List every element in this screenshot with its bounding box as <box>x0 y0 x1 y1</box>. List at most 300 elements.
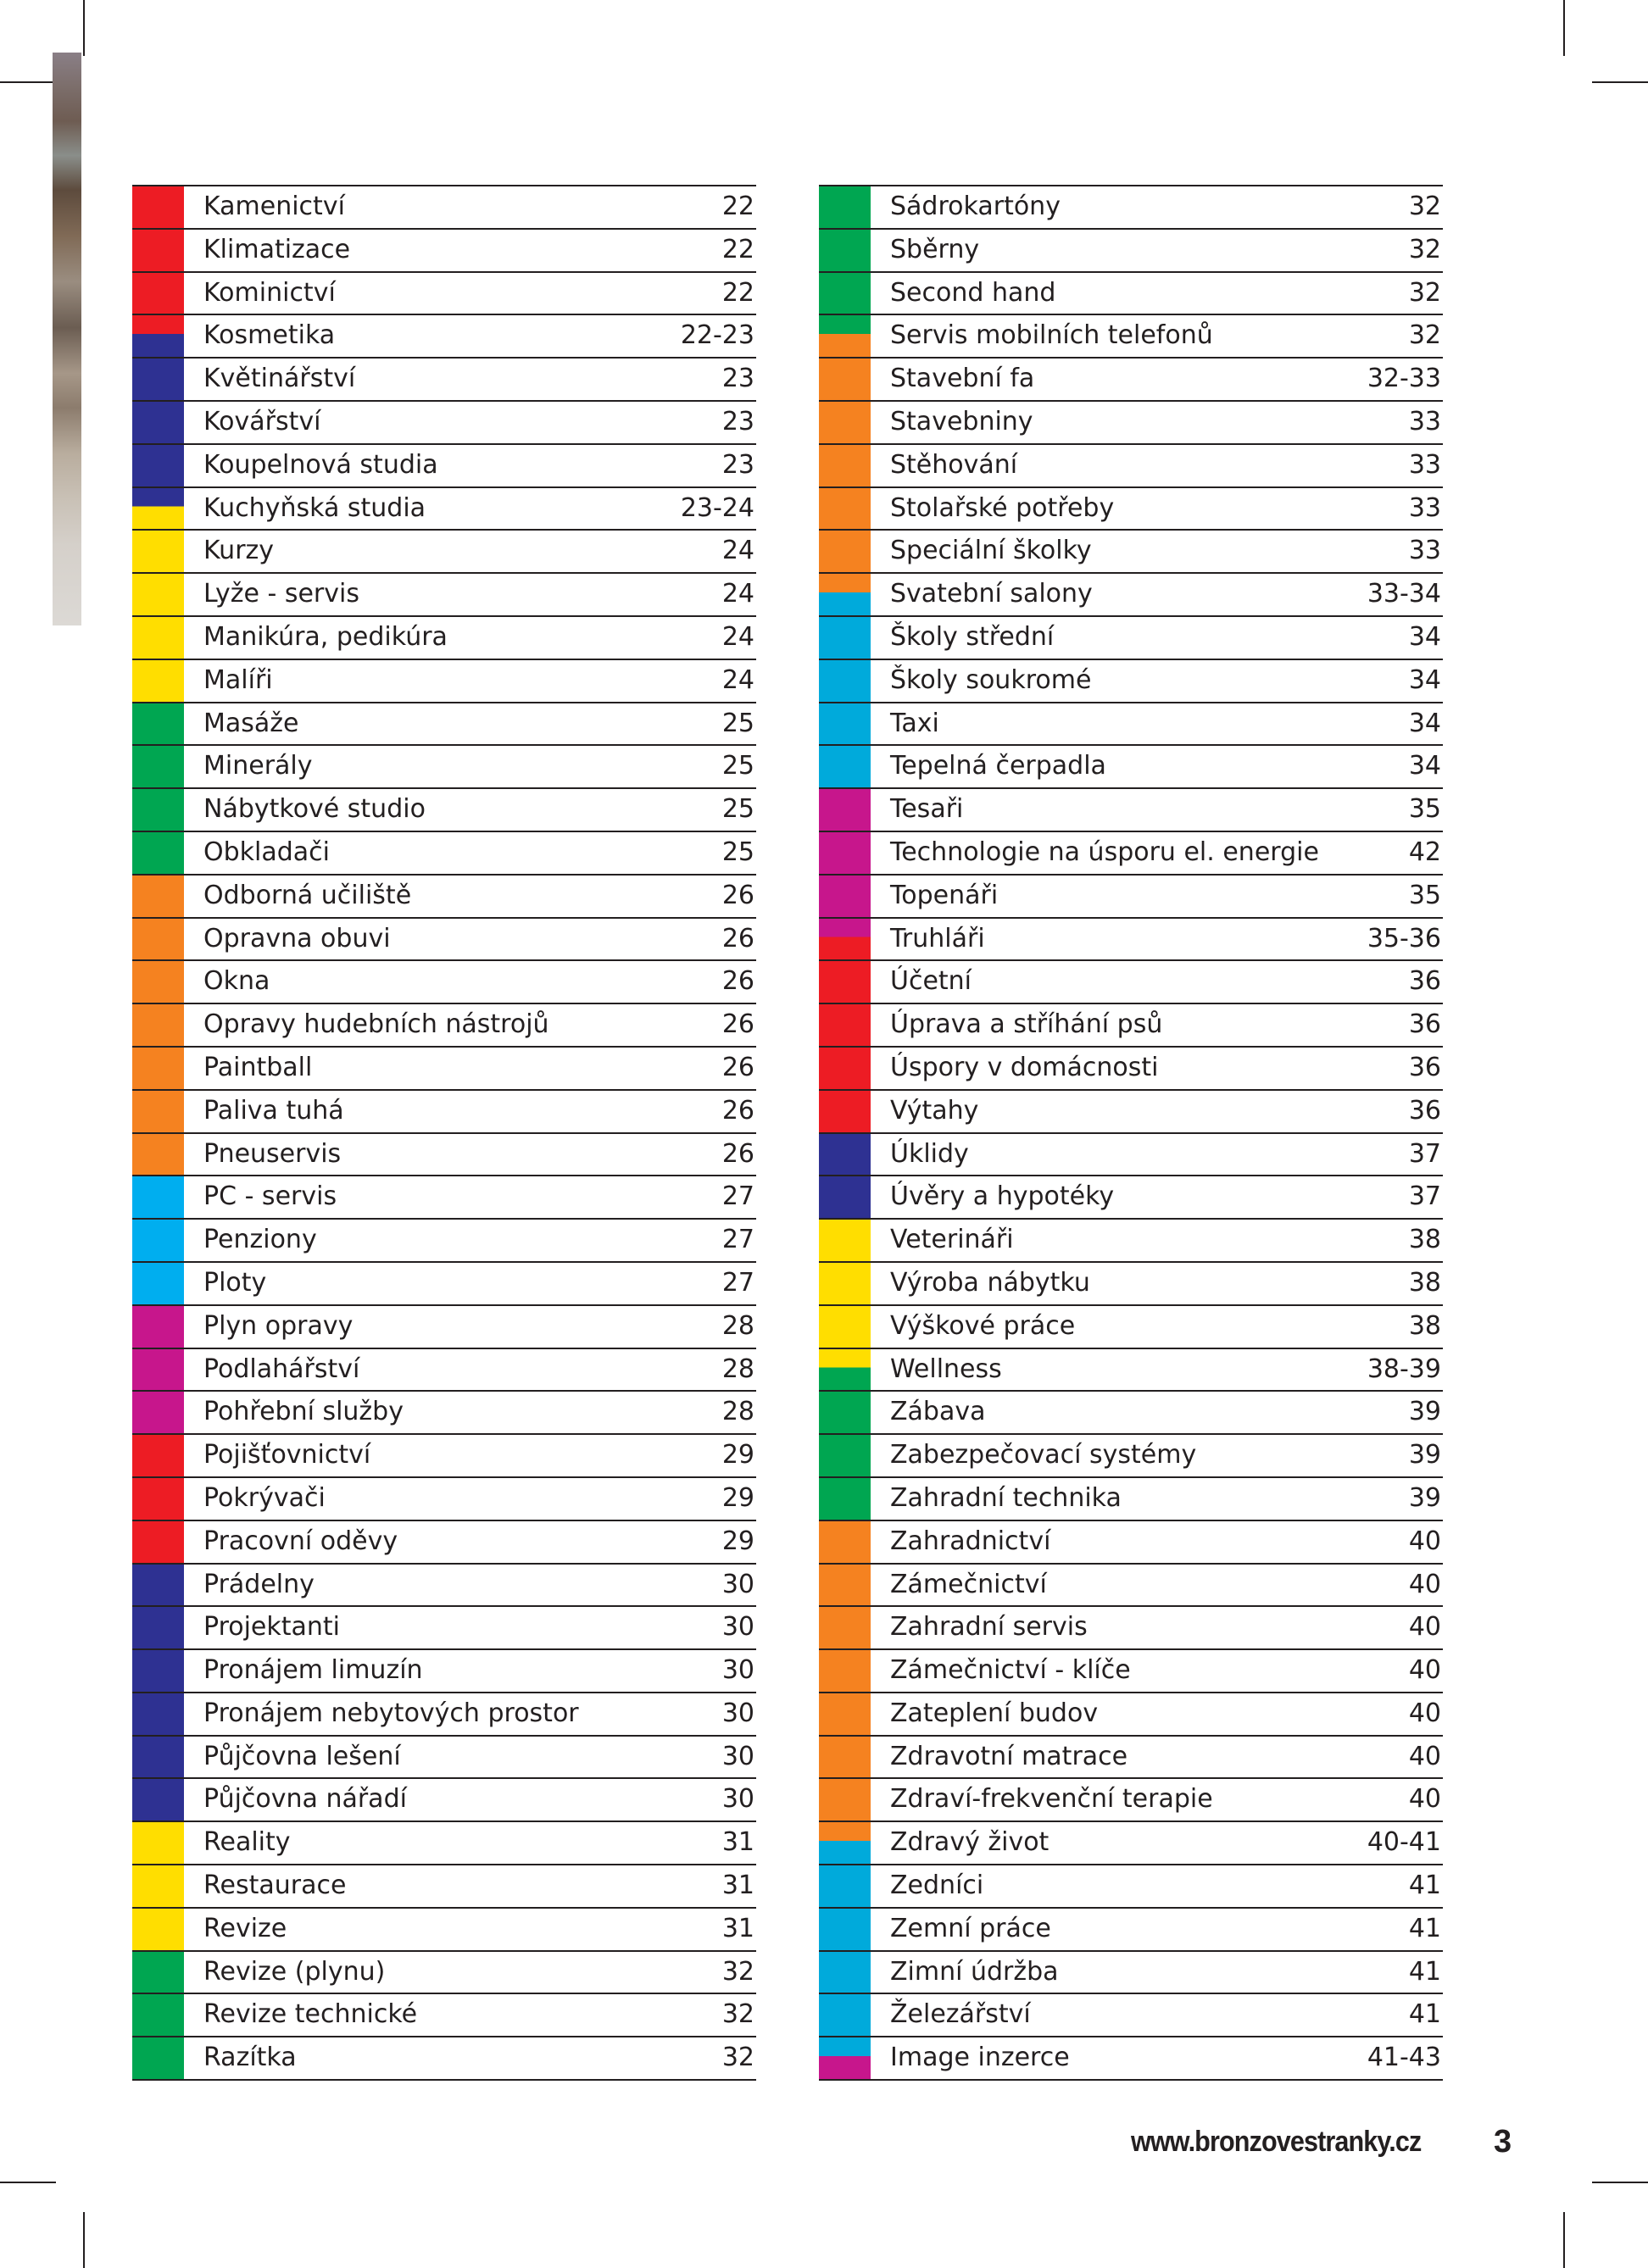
row-divider <box>819 1476 1443 1478</box>
row-divider <box>819 1261 1443 1263</box>
row-divider <box>132 400 756 402</box>
entry-page-number: 36 <box>1408 1095 1441 1126</box>
row-divider <box>132 529 756 531</box>
entry-page-number: 39 <box>1408 1397 1441 1427</box>
row-divider <box>132 1950 756 1952</box>
row-divider <box>819 1563 1443 1565</box>
index-row <box>819 1692 1443 1735</box>
entry-label: Kovářství <box>203 406 321 436</box>
entry-label: Pokrývači <box>203 1482 326 1513</box>
entry-label: Výškové práce <box>890 1310 1076 1341</box>
category-color-swatch <box>132 1565 184 1606</box>
category-color-swatch <box>132 1176 184 1218</box>
category-color-swatch <box>819 1565 871 1606</box>
category-color-swatch <box>819 1650 871 1692</box>
index-row <box>819 1476 1443 1520</box>
row-divider <box>819 1993 1443 1994</box>
category-color-swatch <box>132 1048 184 1089</box>
entry-page-number: 29 <box>721 1526 754 1556</box>
entry-label: Zdraví-frekvenční terapie <box>890 1784 1213 1815</box>
index-row <box>819 1046 1443 1089</box>
row-divider <box>819 2036 1443 2037</box>
index-row <box>132 1218 756 1261</box>
row-divider <box>819 831 1443 832</box>
entry-page-number: 27 <box>721 1225 754 1255</box>
index-row <box>132 744 756 787</box>
category-color-swatch <box>132 359 184 400</box>
category-color-swatch <box>819 1607 871 1648</box>
row-divider <box>819 1003 1443 1004</box>
index-row <box>132 1950 756 1993</box>
entry-page-number: 22 <box>721 192 754 221</box>
footer-url[interactable]: www.bronzovestranky.cz <box>1131 2126 1422 2158</box>
entry-label: Veterináři <box>890 1225 1014 1255</box>
entry-page-number: 34 <box>1408 664 1441 695</box>
index-row <box>132 529 756 572</box>
row-divider <box>819 659 1443 660</box>
entry-label: Razítka <box>203 2043 297 2073</box>
row-divider <box>819 1735 1443 1737</box>
entry-page-number: 34 <box>1408 621 1441 652</box>
entry-label: Paintball <box>203 1052 313 1082</box>
category-color-swatch <box>819 1176 871 1218</box>
entry-page-number: 40 <box>1408 1655 1441 1686</box>
row-divider <box>132 1089 756 1091</box>
category-color-swatch <box>819 617 871 659</box>
index-row <box>132 702 756 745</box>
entry-label: Plyn opravy <box>203 1310 354 1341</box>
entry-page-number: 33-34 <box>1367 579 1441 609</box>
entry-page-number: 30 <box>721 1612 754 1643</box>
entry-page-number: 39 <box>1408 1440 1441 1470</box>
entry-label: Revize <box>203 1913 287 1943</box>
row-divider <box>132 1777 756 1779</box>
crop-mark <box>1592 2182 1648 2183</box>
row-divider <box>132 486 756 488</box>
row-divider <box>819 1433 1443 1435</box>
entry-page-number: 36 <box>1408 1052 1441 1082</box>
index-row <box>132 357 756 400</box>
row-divider <box>819 314 1443 315</box>
entry-label: Stolařské potřeby <box>890 492 1115 523</box>
entry-label: Pneuservis <box>203 1138 342 1169</box>
category-color-swatch <box>819 1306 871 1348</box>
category-color-swatch <box>819 660 871 702</box>
row-divider <box>132 1993 756 1994</box>
index-row <box>132 1089 756 1132</box>
entry-page-number: 32 <box>1408 234 1441 264</box>
index-row <box>819 1563 1443 1606</box>
category-color-swatch <box>132 402 184 443</box>
entry-page-number: 25 <box>721 751 754 781</box>
row-divider <box>132 1304 756 1306</box>
entry-label: Zdravý život <box>890 1827 1049 1858</box>
entry-page-number: 37 <box>1408 1138 1441 1169</box>
category-color-swatch <box>132 919 184 960</box>
entry-label: Taxi <box>890 708 939 738</box>
index-row <box>819 400 1443 443</box>
category-color-swatch <box>819 1779 871 1821</box>
index-row <box>819 1605 1443 1648</box>
category-color-swatch <box>132 1994 184 2036</box>
entry-page-number: 30 <box>721 1698 754 1728</box>
entry-page-number: 26 <box>721 1052 754 1082</box>
entry-label: Úspory v domácnosti <box>890 1052 1159 1082</box>
entry-label: Zahradní technika <box>890 1482 1122 1513</box>
row-divider <box>132 1476 756 1478</box>
entry-label: Pracovní oděvy <box>203 1526 398 1556</box>
category-color-swatch <box>132 1091 184 1132</box>
category-color-swatch <box>132 1392 184 1433</box>
entry-label: Truhláři <box>890 923 985 953</box>
entry-page-number: 33 <box>1408 536 1441 566</box>
category-color-swatch <box>819 789 871 831</box>
category-color-swatch <box>819 1392 871 1433</box>
entry-label: Zabezpečovací systémy <box>890 1440 1197 1470</box>
row-divider <box>132 787 756 789</box>
index-row <box>819 702 1443 745</box>
index-row <box>819 659 1443 702</box>
category-color-swatch <box>132 531 184 572</box>
entry-label: Kosmetika <box>203 320 336 351</box>
entry-page-number: 32 <box>721 1956 754 1987</box>
entry-label: Tepelná čerpadla <box>890 751 1106 781</box>
entry-label: Masáže <box>203 708 299 738</box>
row-divider <box>132 1563 756 1565</box>
row-divider <box>819 443 1443 445</box>
category-color-swatch <box>132 617 184 659</box>
entry-label: Okna <box>203 966 270 997</box>
entry-label: Pronájem limuzín <box>203 1655 423 1686</box>
index-row <box>132 1692 756 1735</box>
entry-page-number: 22 <box>721 277 754 308</box>
entry-label: Opravna obuvi <box>203 923 391 953</box>
row-divider <box>819 1777 1443 1779</box>
row-divider <box>819 529 1443 531</box>
index-row <box>819 185 1443 228</box>
category-color-swatch <box>132 1306 184 1348</box>
category-color-swatch <box>132 1349 184 1391</box>
entry-page-number: 37 <box>1408 1181 1441 1212</box>
category-color-swatch <box>819 832 871 874</box>
entry-label: Malíři <box>203 664 273 695</box>
entry-page-number: 28 <box>721 1354 754 1384</box>
entry-label: Second hand <box>890 277 1056 308</box>
category-color-swatch <box>819 876 871 917</box>
index-row <box>819 443 1443 486</box>
category-color-swatch <box>819 445 871 486</box>
category-color-swatch <box>819 1865 871 1907</box>
entry-label: Image inzerce <box>890 2043 1070 2073</box>
index-row <box>819 1821 1443 1864</box>
entry-page-number: 25 <box>721 794 754 825</box>
row-divider <box>819 1864 1443 1865</box>
entry-page-number: 26 <box>721 1095 754 1126</box>
row-divider <box>132 874 756 876</box>
column-bottom-rule <box>819 2079 1443 2081</box>
entry-label: Květinářství <box>203 364 356 394</box>
category-color-swatch <box>819 1263 871 1304</box>
entry-label: Stavební fa <box>890 364 1035 394</box>
index-row <box>819 1907 1443 1950</box>
index-row <box>819 314 1443 357</box>
index-row <box>132 1821 756 1864</box>
index-row <box>132 2036 756 2079</box>
entry-label: Školy střední <box>890 621 1055 652</box>
row-divider <box>819 787 1443 789</box>
entry-page-number: 41 <box>1408 1956 1441 1987</box>
category-color-swatch <box>819 1048 871 1089</box>
entry-page-number: 32-33 <box>1367 364 1441 394</box>
index-row <box>819 2036 1443 2079</box>
entry-page-number: 32 <box>1408 320 1441 351</box>
category-color-swatch <box>132 445 184 486</box>
entry-page-number: 33 <box>1408 492 1441 523</box>
row-divider <box>132 1132 756 1134</box>
entry-page-number: 35 <box>1408 794 1441 825</box>
entry-label: PC - servis <box>203 1181 337 1212</box>
entry-page-number: 30 <box>721 1784 754 1815</box>
entry-label: Klimatizace <box>203 234 351 264</box>
row-divider <box>132 702 756 703</box>
entry-label: Koupelnová studia <box>203 449 438 480</box>
entry-page-number: 35-36 <box>1367 923 1441 953</box>
entry-page-number: 27 <box>721 1267 754 1298</box>
index-row <box>132 1864 756 1907</box>
index-row <box>819 1433 1443 1476</box>
category-color-swatch <box>132 1650 184 1692</box>
row-divider <box>819 1520 1443 1521</box>
entry-page-number: 31 <box>721 1871 754 1901</box>
index-row <box>819 1648 1443 1692</box>
category-color-swatch <box>819 230 871 271</box>
category-color-swatch <box>132 1435 184 1476</box>
entry-label: Restaurace <box>203 1871 347 1901</box>
entry-page-number: 30 <box>721 1741 754 1771</box>
index-row <box>132 400 756 443</box>
entry-label: Prádelny <box>203 1569 315 1599</box>
entry-page-number: 34 <box>1408 708 1441 738</box>
entry-page-number: 40 <box>1408 1741 1441 1771</box>
entry-page-number: 23 <box>721 406 754 436</box>
index-row <box>132 185 756 228</box>
entry-page-number: 41 <box>1408 1913 1441 1943</box>
category-color-swatch <box>132 961 184 1003</box>
entry-page-number: 40-41 <box>1367 1827 1441 1858</box>
index-row <box>132 959 756 1003</box>
entry-page-number: 41 <box>1408 1871 1441 1901</box>
row-divider <box>132 1648 756 1650</box>
entry-label: Revize technické <box>203 1999 418 2030</box>
index-row <box>132 572 756 615</box>
row-divider <box>132 917 756 919</box>
category-color-swatch <box>132 273 184 314</box>
row-divider <box>132 1821 756 1822</box>
entry-label: Zábava <box>890 1397 986 1427</box>
row-divider <box>132 1175 756 1176</box>
index-row <box>132 659 756 702</box>
category-color-swatch <box>132 574 184 615</box>
entry-page-number: 38-39 <box>1367 1354 1441 1384</box>
entry-page-number: 28 <box>721 1397 754 1427</box>
category-color-swatch <box>132 1865 184 1907</box>
category-color-swatch <box>819 919 871 960</box>
index-row <box>132 443 756 486</box>
entry-label: Wellness <box>890 1354 1002 1384</box>
entry-page-number: 26 <box>721 880 754 910</box>
index-column-left <box>132 185 756 2079</box>
entry-label: Paliva tuhá <box>203 1095 344 1126</box>
entry-page-number: 40 <box>1408 1784 1441 1815</box>
entry-page-number: 26 <box>721 966 754 997</box>
entry-page-number: 41-43 <box>1367 2043 1441 2073</box>
index-row <box>132 1390 756 1433</box>
entry-page-number: 31 <box>721 1827 754 1858</box>
category-color-swatch <box>819 402 871 443</box>
row-divider <box>819 1348 1443 1349</box>
index-row <box>819 228 1443 271</box>
entry-page-number: 31 <box>721 1913 754 1943</box>
entry-page-number: 41 <box>1408 1999 1441 2030</box>
entry-page-number: 38 <box>1408 1225 1441 1255</box>
entry-label: Stěhování <box>890 449 1018 480</box>
footer-page-number: 3 <box>1494 2124 1512 2160</box>
row-divider <box>132 271 756 273</box>
category-color-swatch <box>132 660 184 702</box>
entry-page-number: 33 <box>1408 406 1441 436</box>
crop-mark <box>1592 81 1648 83</box>
index-row <box>132 1605 756 1648</box>
entry-label: Lyže - servis <box>203 579 359 609</box>
entry-label: Zámečnictví - klíče <box>890 1655 1131 1686</box>
row-divider <box>819 874 1443 876</box>
entry-label: Zedníci <box>890 1871 984 1901</box>
row-divider <box>132 1433 756 1435</box>
category-color-swatch <box>132 488 184 530</box>
column-bottom-rule <box>132 2079 756 2081</box>
category-color-swatch <box>819 1349 871 1391</box>
index-row <box>819 529 1443 572</box>
row-divider <box>819 1821 1443 1822</box>
index-row <box>132 271 756 314</box>
index-row <box>132 1304 756 1348</box>
entry-page-number: 26 <box>721 1138 754 1169</box>
entry-label: Servis mobilních telefonů <box>890 320 1213 351</box>
entry-label: Pohřební služby <box>203 1397 404 1427</box>
entry-label: Zahradnictví <box>890 1526 1051 1556</box>
index-row <box>819 1520 1443 1563</box>
index-row <box>132 1003 756 1046</box>
category-color-swatch <box>132 230 184 271</box>
entry-label: Půjčovna lešení <box>203 1741 401 1771</box>
entry-label: Technologie na úsporu el. energie <box>890 837 1319 867</box>
index-row <box>819 1132 1443 1176</box>
row-divider <box>132 2036 756 2037</box>
index-row <box>819 1348 1443 1391</box>
category-color-swatch <box>132 746 184 787</box>
entry-label: Svatební salony <box>890 579 1093 609</box>
entry-label: Pronájem nebytových prostor <box>203 1698 579 1728</box>
index-row <box>819 1175 1443 1218</box>
row-divider <box>819 744 1443 746</box>
index-row <box>132 228 756 271</box>
row-divider <box>132 744 756 746</box>
entry-label: Úklidy <box>890 1138 969 1169</box>
category-color-swatch <box>819 1521 871 1563</box>
category-color-swatch <box>819 574 871 615</box>
entry-page-number: 25 <box>721 708 754 738</box>
row-divider <box>132 615 756 617</box>
row-divider <box>132 831 756 832</box>
category-color-swatch <box>132 789 184 831</box>
category-color-swatch <box>819 186 871 228</box>
entry-label: Kominictví <box>203 277 336 308</box>
index-row <box>819 1993 1443 2036</box>
category-color-swatch <box>819 488 871 530</box>
category-color-swatch <box>132 1779 184 1821</box>
row-divider <box>132 1390 756 1392</box>
index-row <box>132 787 756 831</box>
category-color-swatch <box>132 703 184 745</box>
entry-label: Odborná učiliště <box>203 880 412 910</box>
category-color-swatch <box>132 186 184 228</box>
entry-label: Kuchyňská studia <box>203 492 426 523</box>
row-divider <box>819 1907 1443 1909</box>
entry-page-number: 32 <box>721 2043 754 2073</box>
entry-label: Minerály <box>203 751 313 781</box>
index-row <box>132 615 756 659</box>
category-color-swatch <box>132 1693 184 1735</box>
entry-page-number: 34 <box>1408 751 1441 781</box>
row-divider <box>819 572 1443 574</box>
entry-label: Výtahy <box>890 1095 979 1126</box>
row-divider <box>819 1390 1443 1392</box>
row-divider <box>132 1605 756 1607</box>
entry-label: Úvěry a hypotéky <box>890 1181 1115 1212</box>
index-row <box>132 1433 756 1476</box>
entry-page-number: 40 <box>1408 1526 1441 1556</box>
entry-page-number: 24 <box>721 664 754 695</box>
entry-page-number: 29 <box>721 1482 754 1513</box>
entry-page-number: 22-23 <box>680 320 754 351</box>
category-color-swatch <box>132 1737 184 1778</box>
index-row <box>132 1907 756 1950</box>
row-divider <box>819 486 1443 488</box>
entry-label: Zahradní servis <box>890 1612 1088 1643</box>
entry-page-number: 40 <box>1408 1612 1441 1643</box>
category-color-swatch <box>132 1220 184 1261</box>
entry-page-number: 26 <box>721 1009 754 1040</box>
row-divider <box>132 1348 756 1349</box>
category-color-swatch <box>132 1952 184 1993</box>
index-row <box>132 1476 756 1520</box>
index-row <box>819 1261 1443 1304</box>
row-divider <box>819 959 1443 961</box>
row-divider <box>819 1175 1443 1176</box>
category-color-swatch <box>819 1994 871 2036</box>
index-row <box>819 1089 1443 1132</box>
category-color-swatch <box>132 1607 184 1648</box>
category-color-swatch <box>819 703 871 745</box>
entry-page-number: 24 <box>721 579 754 609</box>
entry-label: Topenáři <box>890 880 999 910</box>
index-row <box>132 1046 756 1089</box>
entry-label: Sádrokartóny <box>890 192 1061 221</box>
entry-label: Zdravotní matrace <box>890 1741 1128 1771</box>
index-row <box>819 1003 1443 1046</box>
entry-label: Tesaři <box>890 794 964 825</box>
row-divider <box>819 917 1443 919</box>
